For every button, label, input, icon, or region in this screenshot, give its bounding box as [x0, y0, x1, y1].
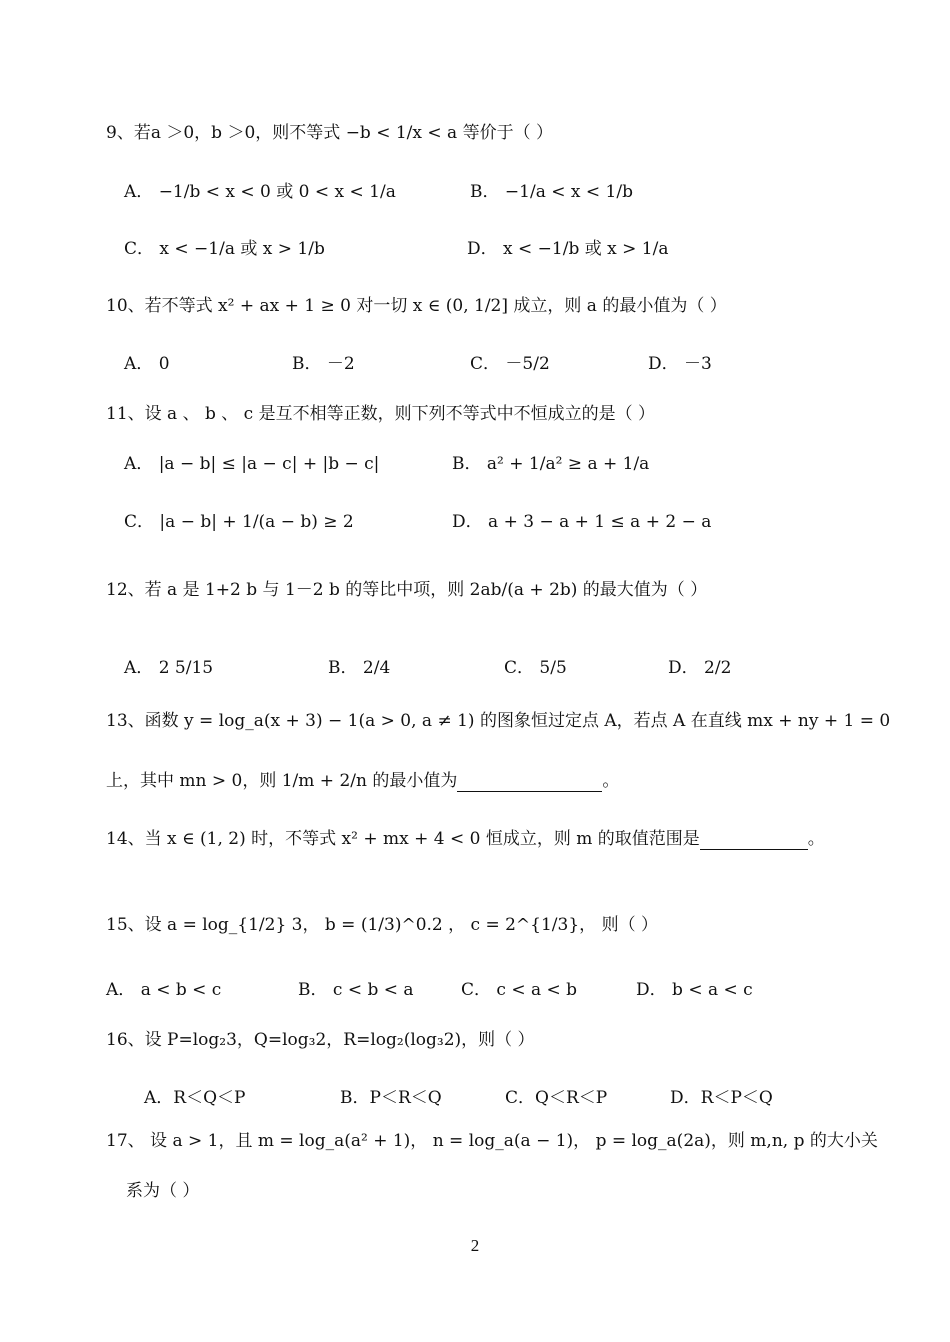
- page-number: 2: [470, 1236, 480, 1255]
- option-label: C．: [461, 980, 492, 1000]
- question-stem: 函数 y = log_a(x + 3) − 1(a > 0, a ≠ 1) 的图象恒过定点 A，若点 A 在直线 mx + ny + 1 = 0: [144, 711, 891, 731]
- option-text: －5/2: [505, 354, 550, 374]
- option-label: A．: [144, 1088, 174, 1108]
- question-number: 12、: [106, 580, 145, 600]
- question-number: 13、: [106, 711, 145, 731]
- option-b: [340, 1087, 442, 1109]
- option-a: [124, 453, 379, 475]
- option-text: P＜R＜Q: [369, 1088, 442, 1108]
- question-number: 17、: [106, 1131, 145, 1151]
- option-text: a < b < c: [140, 980, 222, 1000]
- question-stem: 若a ＞0，b ＞0，则不等式 −b < 1/x < a 等价于（ ）: [133, 123, 553, 143]
- option-label: C．: [124, 239, 155, 259]
- option-text: －3: [684, 354, 712, 374]
- question-tail: 。: [602, 771, 620, 791]
- question-13-continued: [106, 770, 619, 792]
- option-label: C．: [124, 512, 155, 532]
- option-a: [124, 353, 170, 375]
- option-label: D．: [452, 512, 483, 532]
- question-tail: 。: [807, 829, 825, 849]
- option-b: [298, 979, 414, 1001]
- option-b: [328, 657, 390, 679]
- option-text: x < −1/b 或 x > 1/a: [503, 239, 669, 259]
- option-label: A．: [124, 658, 154, 678]
- question-stem: 设 a > 1，且 m = log_a(a² + 1)， n = log_a(a − 1)， p = log_a(2a)，则 m,n, p 的大小关: [144, 1131, 878, 1151]
- option-text: 2/2: [704, 658, 732, 678]
- option-label: B．: [470, 182, 500, 202]
- option-d: [452, 511, 711, 533]
- option-label: A．: [106, 980, 136, 1000]
- option-label: A．: [124, 182, 154, 202]
- question-17: [106, 1130, 878, 1152]
- question-17-continued: [126, 1180, 199, 1202]
- option-label: B．: [292, 354, 322, 374]
- question-16: [106, 1029, 535, 1051]
- question-stem: 当 x ∈ (1, 2) 时，不等式 x² + mx + 4 < 0 恒成立，则 m 的取值范围是: [144, 829, 700, 849]
- option-text: b < a < c: [672, 980, 753, 1000]
- option-label: C．: [470, 354, 501, 374]
- option-text: a + 3 − a + 1 ≤ a + 2 − a: [488, 512, 712, 532]
- option-text: －2: [326, 354, 355, 374]
- option-a: [124, 657, 213, 679]
- option-c: [504, 657, 567, 679]
- option-d: [636, 979, 753, 1001]
- question-number: 11、: [106, 404, 145, 424]
- question-14: [106, 828, 825, 850]
- option-text: 0: [158, 354, 170, 374]
- question-number: 14、: [106, 829, 145, 849]
- question-stem: 设 a = log_{1/2} 3， b = (1/3)^0.2 ， c = 2^{1/3}， 则（ ）: [144, 915, 658, 935]
- option-label: B．: [298, 980, 328, 1000]
- question-15: [106, 914, 658, 936]
- question-stem: 系为（ ）: [126, 1181, 200, 1201]
- option-text: 2 5/15: [158, 658, 214, 678]
- question-stem: 设 P=log₂3，Q=log₃2，R=log₂(log₃2)，则（ ）: [144, 1030, 535, 1050]
- option-label: D．: [668, 658, 699, 678]
- question-9: [106, 122, 553, 144]
- option-label: C．: [504, 658, 535, 678]
- option-text: a² + 1/a² ≥ a + 1/a: [486, 454, 650, 474]
- option-d: [670, 1087, 773, 1109]
- option-c: [470, 353, 550, 375]
- question-number: 16、: [106, 1030, 145, 1050]
- option-label: D．: [467, 239, 498, 259]
- question-stem: 设 a 、 b 、 c 是互不相等正数，则下列不等式中不恒成立的是（ ）: [144, 404, 656, 424]
- option-a: [144, 1087, 245, 1109]
- option-text: |a − b| ≤ |a − c| + |b − c|: [158, 454, 380, 474]
- option-c: [461, 979, 577, 1001]
- option-text: c < b < a: [332, 980, 414, 1000]
- option-a: [106, 979, 221, 1001]
- option-text: −1/a < x < 1/b: [504, 182, 633, 202]
- option-text: R＜Q＜P: [173, 1088, 246, 1108]
- option-label: D．: [648, 354, 679, 374]
- option-text: R＜P＜Q: [700, 1088, 773, 1108]
- question-10: [106, 295, 727, 317]
- option-b: [470, 181, 633, 203]
- option-b: [292, 353, 355, 375]
- option-label: A．: [124, 354, 154, 374]
- option-label: A．: [124, 454, 154, 474]
- question-stem: 若不等式 x² + ax + 1 ≥ 0 对一切 x ∈ (0, 1/2] 成立，则 a 的最小值为（ ）: [144, 296, 727, 316]
- option-text: −1/b < x < 0 或 0 < x < 1/a: [158, 182, 396, 202]
- answer-blank[interactable]: [457, 771, 602, 792]
- option-d: [467, 238, 668, 260]
- option-text: |a − b| + 1/(a − b) ≥ 2: [159, 512, 354, 532]
- answer-blank[interactable]: [700, 829, 808, 850]
- question-12: [106, 579, 707, 601]
- option-text: Q＜R＜P: [535, 1088, 608, 1108]
- question-13: [106, 710, 890, 732]
- option-c: [505, 1087, 607, 1109]
- option-d: [668, 657, 731, 679]
- question-stem: 上，其中 mn > 0，则 1/m + 2/n 的最小值为: [106, 771, 458, 791]
- option-b: [452, 453, 649, 475]
- question-11: [106, 403, 655, 425]
- option-c: [124, 511, 354, 533]
- option-text: x < −1/a 或 x > 1/b: [159, 239, 325, 259]
- option-label: C．: [505, 1088, 536, 1108]
- question-number: 15、: [106, 915, 145, 935]
- option-text: c < a < b: [496, 980, 578, 1000]
- option-label: D．: [636, 980, 667, 1000]
- option-d: [648, 353, 712, 375]
- option-text: 2/4: [362, 658, 391, 678]
- option-label: D．: [670, 1088, 701, 1108]
- option-label: B．: [328, 658, 358, 678]
- question-number: 10、: [106, 296, 145, 316]
- option-a: [124, 181, 396, 203]
- option-label: B．: [340, 1088, 370, 1108]
- question-stem: 若 a 是 1+2 b 与 1－2 b 的等比中项，则 2ab/(a + 2b) 的最大值为（ ）: [144, 580, 708, 600]
- option-text: 5/5: [539, 658, 567, 678]
- option-c: [124, 238, 325, 260]
- option-label: B．: [452, 454, 482, 474]
- question-number: 9、: [106, 123, 134, 143]
